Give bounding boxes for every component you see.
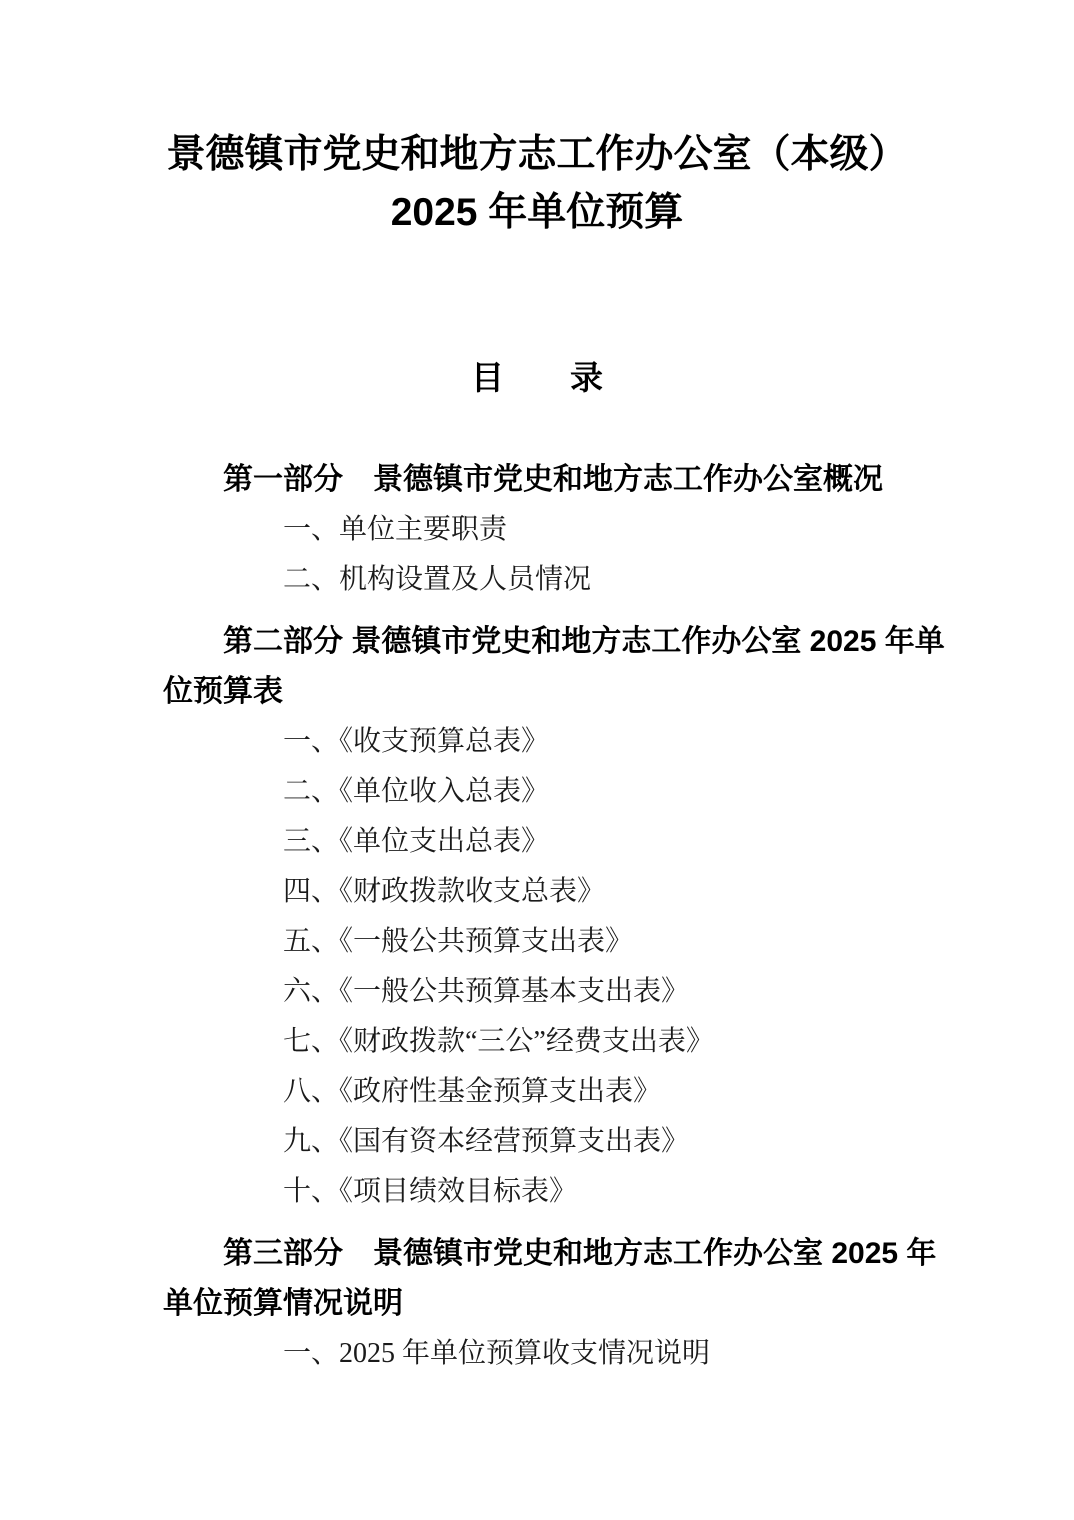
toc-list (163, 455, 945, 1379)
toc-item: 八、《政府性基金预算支出表》 (283, 1076, 662, 1107)
toc-part-title: 景德镇市党史和地方志工作办公室概况 (343, 463, 883, 496)
toc-item: 一、《收支预算总表》 (283, 726, 550, 757)
toc-heading: 目 录 (471, 359, 603, 396)
toc-item: 二、机构设置及人员情况 (283, 564, 592, 595)
toc-part-label: 第一部分 (223, 463, 343, 496)
toc-item: 三、《单位支出总表》 (283, 826, 550, 857)
document-title-line2: 2025 年单位预算 (390, 191, 684, 234)
toc-part-heading (163, 1229, 937, 1279)
toc-item: 五、《一般公共预算支出表》 (283, 926, 634, 957)
toc-item: 十、《项目绩效目标表》 (283, 1176, 578, 1207)
toc-item: 六、《一般公共预算基本支出表》 (283, 976, 690, 1007)
toc-item: 九、《国有资本经营预算支出表》 (283, 1126, 690, 1157)
toc-item: 一、2025 年单位预算收支情况说明 (283, 1338, 711, 1369)
toc-heading-continuation: 单位预算情况说明 (163, 1287, 403, 1320)
toc-part-heading (163, 617, 945, 667)
toc-heading-continuation: 位预算表 (163, 675, 283, 708)
toc-item: 二、《单位收入总表》 (283, 776, 550, 807)
document-title-line1: 景德镇市党史和地方志工作办公室（本级） (166, 133, 908, 176)
toc-item: 七、《财政拨款“三公”经费支出表》 (283, 1026, 714, 1057)
toc-part-heading (163, 455, 911, 505)
toc-part-title: 景德镇市党史和地方志工作办公室 2025 年单 (343, 625, 945, 658)
toc-item: 一、单位主要职责 (283, 514, 508, 545)
toc-part-label: 第三部分 (223, 1237, 343, 1270)
toc-part-title: 景德镇市党史和地方志工作办公室 2025 年 (343, 1237, 937, 1270)
toc-item: 四、《财政拨款收支总表》 (283, 876, 606, 907)
document-title (163, 126, 911, 242)
toc-part-label: 第二部分 (223, 625, 343, 658)
